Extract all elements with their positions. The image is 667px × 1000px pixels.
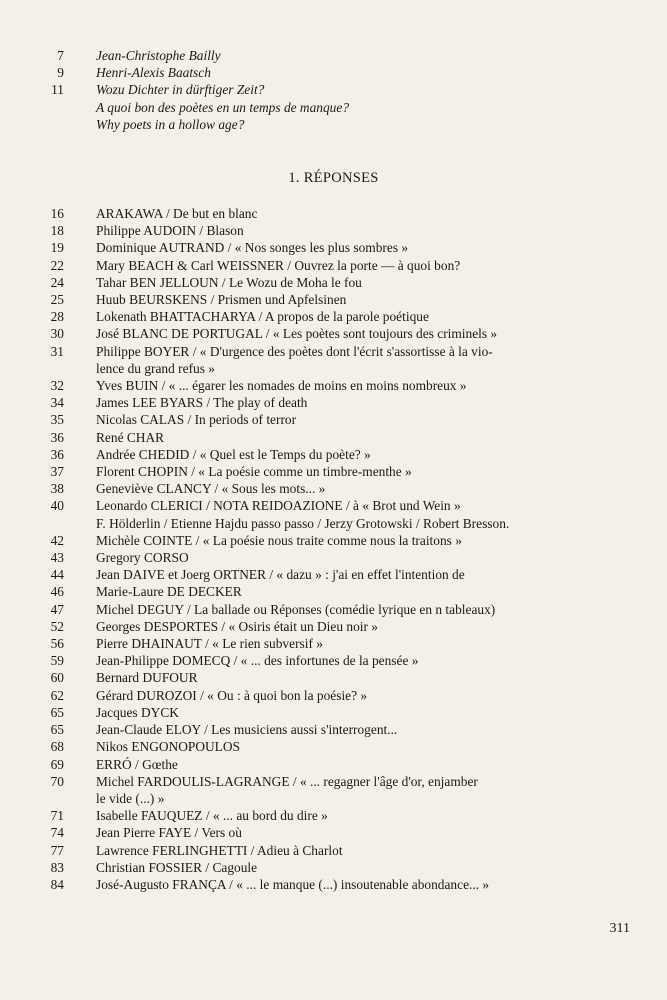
entry-title [96, 446, 583, 463]
page-ref-number: 47 [50, 601, 64, 617]
page-ref-number: 65 [50, 722, 64, 738]
page-ref-number: 22 [50, 257, 64, 273]
contents-entry [0, 566, 667, 583]
entry-line: Gérard DUROZOI / « Ou : à quoi bon la poésie? » [96, 687, 368, 703]
contents-entry [0, 549, 667, 566]
intro-item [0, 81, 667, 98]
contents-entry [0, 463, 667, 480]
entry-line: Nikos ENGONOPOULOS [96, 739, 240, 755]
contents-entry [0, 239, 667, 256]
contents-entry [0, 583, 667, 600]
page-ref-number: 70 [50, 773, 64, 789]
contents-list [0, 205, 667, 893]
page-ref-number: 84 [50, 876, 64, 892]
contents-entry [0, 773, 667, 807]
entry-title [96, 618, 583, 635]
entry-line: Huub BEURSKENS / Prismen und Apfelsinen [96, 292, 347, 308]
entry-title [96, 274, 583, 291]
entry-line: ARAKAWA / De but en blanc [96, 206, 258, 221]
contents-entry [0, 618, 667, 635]
entry-title [96, 635, 583, 652]
page-ref-number: 11 [51, 82, 64, 98]
contents-entry [0, 257, 667, 274]
entry-line: James LEE BYARS / The play of death [96, 395, 308, 411]
page-ref-number: 65 [50, 704, 64, 720]
entry-title [96, 99, 583, 116]
entry-title [96, 566, 583, 583]
page-ref-number: 42 [50, 532, 64, 548]
contents-entry [0, 480, 667, 497]
contents-entry [0, 325, 667, 342]
entry-title [96, 532, 583, 549]
page-ref-number: 68 [50, 739, 64, 755]
contents-entry [0, 308, 667, 325]
entry-line: Pierre DHAINAUT / « Le rien subversif » [96, 636, 323, 652]
page-ref-number: 18 [50, 223, 64, 239]
entry-line: Marie-Laure DE DECKER [96, 584, 242, 600]
entry-line: Geneviève CLANCY / « Sous les mots... » [96, 481, 326, 497]
contents-entry [0, 274, 667, 291]
entry-line: F. Hölderlin / Etienne Hajdu passo passo / Jerzy Grotowski / Robert Bresson. [96, 515, 510, 531]
page-ref-number: 35 [50, 412, 64, 428]
contents-entry [0, 721, 667, 738]
intro-item [0, 64, 667, 81]
page-ref-number: 31 [50, 343, 64, 359]
contents-entry [0, 635, 667, 652]
contents-entry [0, 687, 667, 704]
entry-line: Henri-Alexis Baatsch [96, 65, 211, 81]
contents-entry [0, 222, 667, 239]
entry-title [96, 669, 583, 686]
entry-line: Jean-Claude ELOY / Les musiciens aussi s'interrogent... [96, 722, 398, 738]
page-ref-number: 28 [50, 309, 64, 325]
intro-item [0, 47, 667, 64]
contents-entry [0, 394, 667, 411]
contents-entry [0, 842, 667, 859]
entry-title [96, 497, 583, 531]
contents-entry [0, 411, 667, 428]
entry-line: Gregory CORSO [96, 550, 189, 566]
intro-item [0, 99, 667, 116]
contents-entry [0, 205, 667, 222]
page-number: 311 [609, 921, 630, 936]
entry-line: Lawrence FERLINGHETTI / Adieu à Charlot [96, 842, 343, 858]
entry-title [96, 842, 583, 859]
contents-entry [0, 377, 667, 394]
entry-title [96, 463, 583, 480]
entry-line: José-Augusto FRANÇA / « ... le manque (...) insoutenable abondance... » [96, 876, 490, 892]
entry-line: Michèle COINTE / « La poésie nous traite comme nous la traitons » [96, 532, 462, 548]
entry-line: lence du grand refus » [96, 360, 215, 376]
entry-title [96, 687, 583, 704]
entry-line: Andrée CHEDID / « Quel est le Temps du poète? » [96, 446, 371, 462]
entry-line: Nicolas CALAS / In periods of terror [96, 412, 297, 428]
page-ref-number: 71 [50, 808, 64, 824]
page-ref-number: 69 [50, 756, 64, 772]
page-ref-number: 34 [50, 395, 64, 411]
entry-line: le vide (...) » [96, 790, 165, 806]
entry-line: Why poets in a hollow age? [96, 116, 245, 132]
entry-line: Florent CHOPIN / « La poésie comme un timbre-menthe » [96, 464, 412, 480]
intro-list [0, 47, 667, 133]
page-ref-number: 19 [50, 240, 64, 256]
entry-title [96, 291, 583, 308]
entry-line: Philippe BOYER / « D'urgence des poètes dont l'écrit s'assortisse à la vio- [96, 343, 493, 359]
entry-title [96, 411, 583, 428]
page-ref-number: 30 [50, 326, 64, 342]
entry-title [96, 81, 583, 98]
entry-line: Bernard DUFOUR [96, 670, 198, 686]
entry-title [96, 876, 583, 893]
entry-title [96, 64, 583, 81]
entry-line: Christian FOSSIER / Cagoule [96, 859, 258, 875]
contents-entry [0, 343, 667, 377]
entry-line: Philippe AUDOIN / Blason [96, 223, 244, 239]
entry-title [96, 721, 583, 738]
entry-line: Jacques DYCK [96, 704, 179, 720]
contents-entry [0, 532, 667, 549]
page-ref-number: 40 [50, 498, 64, 514]
entry-title [96, 773, 583, 807]
contents-entry [0, 756, 667, 773]
page-ref-number: 74 [50, 825, 64, 841]
entry-line: Mary BEACH & Carl WEISSNER / Ouvrez la porte — à quoi bon? [96, 257, 461, 273]
page-ref-number: 24 [50, 274, 64, 290]
entry-line: Michel DEGUY / La ballade ou Réponses (comédie lyrique en n tableaux) [96, 601, 496, 617]
page-ref-number: 43 [50, 550, 64, 566]
contents-entry [0, 652, 667, 669]
page-ref-number: 44 [50, 567, 64, 583]
entry-title [96, 480, 583, 497]
page-ref-number: 25 [50, 292, 64, 308]
page-ref-number: 56 [50, 636, 64, 652]
page-ref-number: 36 [50, 429, 64, 445]
entry-title [96, 859, 583, 876]
page-ref-number: 36 [50, 446, 64, 462]
contents-entry [0, 738, 667, 755]
contents-entry [0, 446, 667, 463]
contents-entry [0, 429, 667, 446]
entry-line: Leonardo CLERICI / NOTA REIDOAZIONE / à « Brot und Wein » [96, 498, 461, 514]
contents-entry [0, 291, 667, 308]
entry-title [96, 205, 583, 222]
page-ref-number: 59 [50, 653, 64, 669]
entry-line: Isabelle FAUQUEZ / « ... au bord du dire » [96, 808, 328, 824]
entry-title [96, 377, 583, 394]
page-ref-number: 62 [50, 687, 64, 703]
entry-title [96, 222, 583, 239]
entry-title [96, 652, 583, 669]
entry-title [96, 257, 583, 274]
entry-line: Michel FARDOULIS-LAGRANGE / « ... regagner l'âge d'or, enjamber [96, 773, 478, 789]
page-ref-number: 37 [50, 464, 64, 480]
entry-title [96, 756, 583, 773]
page-ref-number: 7 [57, 48, 64, 63]
entry-title [96, 807, 583, 824]
contents-entry [0, 824, 667, 841]
entry-line: Yves BUIN / « ... égarer les nomades de moins en moins nombreux » [96, 378, 467, 394]
contents-entry [0, 704, 667, 721]
entry-title [96, 601, 583, 618]
entry-title [96, 239, 583, 256]
entry-title [96, 824, 583, 841]
entry-line: René CHAR [96, 429, 165, 445]
entry-line: José BLANC DE PORTUGAL / « Les poètes sont toujours des criminels » [96, 326, 498, 342]
entry-line: Jean DAIVE et Joerg ORTNER / « dazu » : j'ai en effet l'intention de [96, 567, 465, 583]
entry-title [96, 738, 583, 755]
entry-title [96, 549, 583, 566]
section-title: 1. RÉPONSES [288, 170, 379, 186]
entry-line: Tahar BEN JELLOUN / Le Wozu de Moha le fou [96, 274, 362, 290]
page-ref-number: 16 [50, 206, 64, 221]
entry-title [96, 116, 583, 133]
contents-entry [0, 876, 667, 893]
contents-entry [0, 807, 667, 824]
contents-entry [0, 859, 667, 876]
entry-line: Lokenath BHATTACHARYA / A propos de la parole poétique [96, 309, 429, 325]
entry-line: Jean-Philippe DOMECQ / « ... des infortunes de la pensée » [96, 653, 419, 669]
page-ref-number: 83 [50, 859, 64, 875]
contents-entry [0, 601, 667, 618]
page-ref-number: 9 [57, 65, 64, 81]
entry-line: Jean-Christophe Bailly [96, 48, 221, 63]
entry-title [96, 394, 583, 411]
contents-entry [0, 497, 667, 531]
page-ref-number: 38 [50, 481, 64, 497]
entry-title [96, 429, 583, 446]
entry-line: ERRÓ / Gœthe [96, 756, 178, 772]
page-ref-number: 52 [50, 618, 64, 634]
entry-title [96, 325, 583, 342]
contents-entry [0, 669, 667, 686]
entry-title [96, 704, 583, 721]
entry-title [96, 343, 583, 377]
entry-title [96, 583, 583, 600]
entry-title [96, 47, 583, 64]
entry-line: A quoi bon des poètes en un temps de manque? [96, 99, 350, 115]
entry-title [96, 308, 583, 325]
entry-line: Wozu Dichter in dürftiger Zeit? [96, 82, 265, 98]
page-ref-number: 32 [50, 378, 64, 394]
intro-item [0, 116, 667, 133]
page-ref-number: 77 [50, 842, 64, 858]
entry-line: Jean Pierre FAYE / Vers où [96, 825, 242, 841]
page-ref-number: 46 [50, 584, 64, 600]
page-ref-number: 60 [50, 670, 64, 686]
entry-line: Georges DESPORTES / « Osiris était un Dieu noir » [96, 618, 378, 634]
entry-line: Dominique AUTRAND / « Nos songes les plus sombres » [96, 240, 409, 256]
